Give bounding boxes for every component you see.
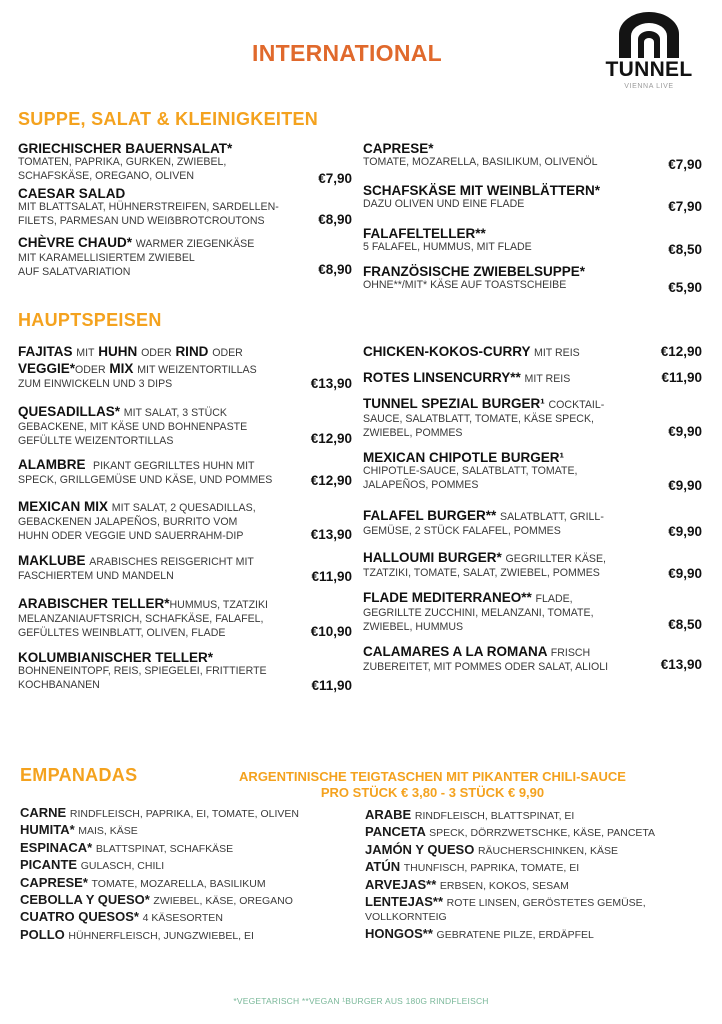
item-desc: 5 FALAFEL, HUMMUS, MIT FLADE: [363, 241, 532, 253]
list-item: JAMÓN Y QUESO RÄUCHERSCHINKEN, KÄSE: [365, 841, 618, 857]
empanadas-description: ARGENTINISCHE TEIGTASCHEN MIT PIKANTER CHILI-SAUCE: [239, 769, 626, 784]
menu-item: [363, 550, 606, 581]
item-price: €10,90: [310, 624, 352, 639]
item-name: SCHAFSKÄSE MIT WEINBLÄTTERN*: [363, 183, 600, 198]
item-name: FLADE MEDITERRANEO**: [363, 590, 532, 605]
item-desc: FRISCH: [550, 647, 591, 659]
item-desc: MELANZANIAUFTSRICH, SCHAFKÄSE, FALAFEL,: [18, 613, 264, 625]
item-desc: SALATBLATT, GRILL-: [500, 511, 604, 523]
item-name: KOLUMBIANISCHER TELLER*: [18, 650, 213, 665]
list-item: HUMITA* MAIS, KÄSE: [20, 822, 138, 838]
item-option: HUHN: [98, 344, 138, 359]
menu-item: [363, 508, 604, 539]
item-desc: FASCHIERTEM UND MANDELN: [18, 570, 174, 582]
item-desc: SAUCE, SALATBLATT, TOMATE, KÄSE SPECK,: [363, 413, 594, 425]
menu-item: [363, 226, 532, 255]
item-option: VEGGIE*: [18, 361, 76, 376]
empanadas-list-left: [20, 805, 299, 944]
section-suppe: SUPPE, SALAT & KLEINIGKEITEN: [18, 109, 319, 129]
item-price: €11,90: [311, 678, 352, 693]
section-hauptspeisen: HAUPTSPEISEN: [18, 310, 162, 330]
item-price: €12,90: [310, 431, 352, 446]
item-desc: OHNE**/MIT* KÄSE AUF TOASTSCHEIBE: [363, 279, 567, 291]
item-price: €11,90: [311, 569, 352, 584]
item-name: CHÈVRE CHAUD*: [18, 235, 133, 250]
item-desc: BOHNENEINTOPF, REIS, SPIEGELEI, FRITTIERTE: [18, 665, 267, 677]
item-name: QUESADILLAS*: [18, 404, 121, 419]
list-item: ARVEJAS** ERBSEN, KOKOS, SESAM: [365, 876, 569, 892]
item-name: ALAMBRE: [18, 457, 86, 472]
item-price: €9,90: [668, 424, 702, 439]
list-item: CARNE RINDFLEISCH, PAPRIKA, EI, TOMATE, OLIVEN: [20, 805, 299, 820]
menu-item: [18, 499, 256, 543]
list-item: PICANTE GULASCH, CHILI: [20, 857, 165, 873]
item-desc: GEBACKENE, MIT KÄSE UND BOHNENPASTE: [18, 421, 248, 433]
item-desc: MIT BLATTSALAT, HÜHNERSTREIFEN, SARDELLEN-: [18, 201, 279, 213]
item-desc: MIT REIS: [534, 347, 580, 359]
menu-item: [363, 141, 598, 170]
item-price: €7,90: [668, 157, 702, 172]
item-desc: ARABISCHES REISGERICHT MIT: [89, 556, 254, 568]
item-price: €8,90: [318, 212, 352, 227]
list-item: CUATRO QUESOS* 4 KÄSESORTEN: [20, 909, 223, 925]
item-desc: GEFÜLLTES WEINBLATT, OLIVEN, FLADE: [18, 626, 226, 639]
menu-item: [363, 183, 600, 212]
item-desc: ZWIEBEL, HUMMUS: [363, 620, 464, 633]
item-desc: AUF SALATVARIATION: [18, 265, 131, 278]
list-item: ARABE RINDFLEISCH, BLATTSPINAT, EI: [365, 807, 575, 822]
item-desc: MIT SALAT, 2 QUESADILLAS,: [111, 502, 256, 514]
item-price: €9,90: [668, 566, 702, 581]
tunnel-arch-icon: [594, 8, 704, 60]
item-price: €8,50: [668, 617, 702, 632]
item-desc: SCHAFSKÄSE, OREGANO, OLIVEN: [18, 169, 195, 182]
item-desc: GEFÜLLTE WEIZENTORTILLAS: [18, 434, 174, 447]
item-price: €13,90: [310, 376, 352, 391]
item-desc: ZUBEREITET, MIT POMMES ODER SALAT, ALIOLI: [363, 661, 609, 673]
menu-item: [18, 186, 279, 228]
item-price: €11,90: [661, 370, 702, 385]
item-price: €12,90: [660, 344, 702, 359]
item-name: ARABISCHER TELLER*: [18, 596, 170, 611]
item-name: FALAFELTELLER**: [363, 226, 486, 241]
item-name: CALAMARES A LA ROMANA: [363, 644, 547, 659]
empanadas-list-right: [365, 807, 655, 943]
item-desc: MIT KARAMELLISIERTEM ZWIEBEL: [18, 252, 195, 264]
menu-item: [18, 404, 247, 448]
item-desc: TZATZIKI, TOMATE, SALAT, ZWIEBEL, POMMES: [363, 567, 600, 579]
item-desc: GEMÜSE, 2 STÜCK FALAFEL, POMMES: [363, 525, 561, 537]
item-desc: HUMMUS, TZATZIKI: [169, 599, 268, 611]
list-item-continuation: VOLLKORNTEIG: [365, 911, 447, 924]
menu-item: [18, 596, 268, 640]
menu-item: [18, 553, 254, 584]
item-desc: ODER: [141, 347, 172, 359]
menu-item: [18, 235, 254, 279]
menu-item: [363, 644, 608, 675]
list-item: ATÚN THUNFISCH, PAPRIKA, TOMATE, EI: [365, 859, 580, 875]
logo-wordmark: TUNNEL: [605, 58, 693, 81]
item-desc: ODER: [75, 364, 106, 376]
item-desc: PIKANT GEGRILLTES HUHN MIT: [93, 460, 255, 472]
item-desc: GEBACKENEN JALAPEÑOS, BURRITO VOM: [18, 516, 238, 528]
menu-item: [18, 141, 232, 183]
item-desc: DAZU OLIVEN UND EINE FLADE: [363, 198, 525, 210]
item-desc: WARMER ZIEGENKÄSE: [135, 238, 255, 250]
list-item: ESPINACA* BLATTSPINAT, SCHAFKÄSE: [20, 839, 234, 855]
item-name: CHICKEN-KOKOS-CURRY: [363, 344, 531, 359]
menu-item: [363, 370, 570, 387]
item-desc: SPECK, GRILLGEMÜSE UND KÄSE, UND POMMES: [18, 474, 273, 486]
list-item: PANCETA SPECK, DÖRRZWETSCHKE, KÄSE, PANCETA: [365, 824, 656, 840]
menu-item: [18, 650, 267, 692]
empanadas-subtitle: [200, 769, 665, 801]
item-desc: KOCHBANANEN: [18, 678, 100, 691]
item-desc: FLADE,: [535, 593, 573, 605]
item-desc: MIT: [76, 347, 95, 359]
item-desc: ZUM EINWICKELN UND 3 DIPS: [18, 378, 173, 390]
item-name: FAJITAS: [18, 344, 73, 359]
item-name: TUNNEL SPEZIAL BURGER¹: [363, 396, 545, 411]
item-price: €7,90: [668, 199, 702, 214]
item-name: ROTES LINSENCURRY**: [363, 370, 521, 385]
menu-item: [363, 590, 594, 634]
item-desc: MIT REIS: [524, 373, 571, 385]
list-item: HONGOS** GEBRATENE PILZE, ERDÄPFEL: [365, 925, 594, 941]
item-desc: ODER: [212, 347, 243, 359]
item-desc: GEGRILLTE ZUCCHINI, MELANZANI, TOMATE,: [363, 607, 594, 619]
item-desc: ZWIEBEL, POMMES: [363, 426, 463, 439]
item-name: MEXICAN CHIPOTLE BURGER¹: [363, 450, 565, 465]
item-price: €8,50: [668, 242, 702, 257]
menu-item: [363, 396, 604, 440]
footer-legend: *VEGETARISCH **VEGAN ¹BURGER AUS 180G RINDFLEISCH: [233, 996, 489, 1006]
page-title: INTERNATIONAL: [252, 40, 443, 66]
item-desc: HUHN ODER VEGGIE UND SAUERRAHM-DIP: [18, 529, 244, 542]
empanadas-pricing: PRO STÜCK € 3,80 - 3 STÜCK € 9,90: [320, 785, 545, 800]
menu-item: [363, 264, 585, 293]
item-name: GRIECHISCHER BAUERNSALAT*: [18, 141, 233, 156]
item-desc: TOMATE, MOZARELLA, BASILIKUM, OLIVENÖL: [363, 156, 598, 168]
item-desc: MIT SALAT, 3 STÜCK: [123, 407, 227, 419]
item-name: HALLOUMI BURGER*: [363, 550, 502, 565]
menu-item: [363, 450, 577, 492]
list-item: CEBOLLA Y QUESO* ZWIEBEL, KÄSE, OREGANO: [20, 892, 293, 908]
item-name: FRANZÖSISCHE ZWIEBELSUPPE*: [363, 264, 586, 279]
item-price: €7,90: [318, 171, 352, 186]
menu-item: [18, 457, 272, 488]
item-name: CAPRESE*: [363, 141, 434, 156]
item-price: €9,90: [668, 524, 702, 539]
item-desc: COCKTAIL-: [548, 399, 605, 411]
menu-item: [363, 344, 580, 361]
item-name: MAKLUBE: [18, 553, 86, 568]
item-name: FALAFEL BURGER**: [363, 508, 497, 523]
item-option: RIND: [175, 344, 209, 359]
item-desc: CHIPOTLE-SAUCE, SALATBLATT, TOMATE,: [363, 465, 578, 477]
item-price: €9,90: [668, 478, 702, 493]
item-desc: FILETS, PARMESAN UND WEIẞBROTCROUTONS: [18, 214, 265, 227]
item-desc: TOMATEN, PAPRIKA, GURKEN, ZWIEBEL,: [18, 156, 227, 168]
list-item: CAPRESE* TOMATE, MOZARELLA, BASILIKUM: [20, 874, 266, 890]
list-item: LENTEJAS** ROTE LINSEN, GERÖSTETES GEMÜSE,: [365, 894, 646, 910]
menu-item: [18, 344, 308, 392]
item-price: €8,90: [318, 262, 352, 277]
section-empanadas: EMPANADAS: [20, 765, 138, 785]
item-desc: MIT WEIZENTORTILLAS: [137, 364, 257, 376]
item-desc: JALAPEÑOS, POMMES: [363, 478, 479, 491]
item-option: MIX: [109, 361, 134, 376]
list-item: POLLO HÜHNERFLEISCH, JUNGZWIEBEL, EI: [20, 926, 254, 942]
tunnel-logo: [594, 8, 704, 98]
logo-subtitle: VIENNA LIVE: [624, 83, 674, 90]
item-price: €5,90: [668, 280, 702, 295]
item-price: €12,90: [310, 473, 352, 488]
item-price: €13,90: [660, 657, 702, 672]
item-desc: GEGRILLTER KÄSE,: [505, 553, 606, 565]
item-name: CAESAR SALAD: [18, 186, 126, 201]
item-name: MEXICAN MIX: [18, 499, 109, 514]
item-price: €13,90: [310, 527, 352, 542]
